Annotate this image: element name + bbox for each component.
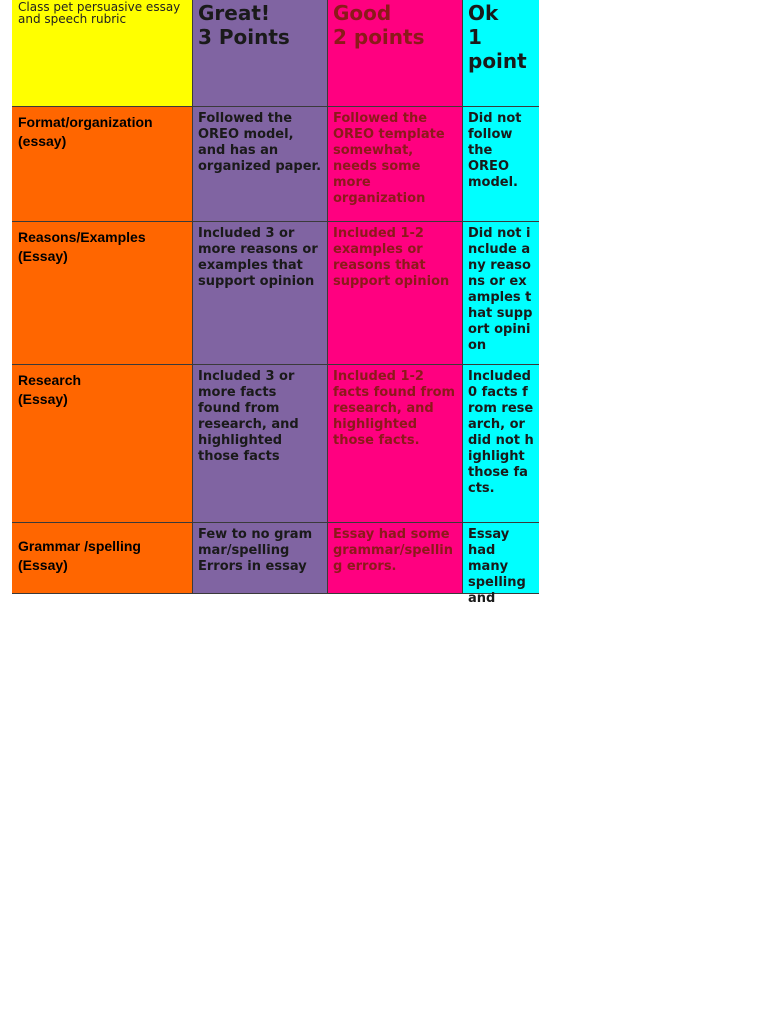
header-great-label: Great! bbox=[198, 1, 271, 25]
criterion-name: Research bbox=[18, 372, 82, 388]
reasons-good-descriptor: Included 1-2 examples or reasons that support opinion bbox=[328, 222, 463, 365]
header-ok-label: Ok bbox=[468, 1, 499, 25]
header-great-points: 3 Points bbox=[198, 25, 290, 49]
format-great-descriptor: Followed the OREO model, and has an organized paper. bbox=[193, 107, 328, 222]
format-good-descriptor: Followed the OREO template somewhat, needs some more organization bbox=[328, 107, 463, 222]
criterion-scope: (Essay) bbox=[18, 391, 68, 407]
criterion-name: Reasons/Examples bbox=[18, 229, 146, 245]
header-good bbox=[328, 0, 463, 107]
grammar-great-descriptor bbox=[193, 523, 328, 594]
reasons-great-descriptor: Included 3 or more reasons or examples that support opinion bbox=[193, 222, 328, 365]
header-good-label: Good bbox=[333, 1, 392, 25]
rubric-title: Class pet persuasive essay and speech rubric bbox=[12, 0, 193, 107]
criterion-scope: (essay) bbox=[18, 133, 67, 149]
research-ok-descriptor: Included 0 facts from research, or did not highlight those facts. bbox=[463, 365, 539, 523]
grammar-ok-descriptor: Essay had many spelling and bbox=[463, 523, 539, 594]
header-ok-unit: point bbox=[468, 49, 527, 73]
criterion-name: Format/organization bbox=[18, 114, 153, 130]
header-great bbox=[193, 0, 328, 107]
grammar-great-line2: Errors in essay bbox=[198, 559, 307, 574]
research-great-descriptor: Included 3 or more facts found from research, and highlighted those facts bbox=[193, 365, 328, 523]
header-ok bbox=[463, 0, 539, 107]
criterion-format bbox=[12, 107, 193, 222]
criterion-reasons bbox=[12, 222, 193, 365]
criterion-grammar bbox=[12, 523, 193, 594]
header-good-points: 2 points bbox=[333, 25, 425, 49]
criterion-scope: (Essay) bbox=[18, 248, 68, 264]
research-good-descriptor: Included 1-2 facts found from research, and highlighted those facts. bbox=[328, 365, 463, 523]
reasons-ok-descriptor: Did not include any reasons or examples that support opinion bbox=[463, 222, 539, 365]
grammar-good-descriptor: Essay had some grammar/spelling errors. bbox=[328, 523, 463, 594]
criterion-research bbox=[12, 365, 193, 523]
format-ok-descriptor: Did not follow the OREO model. bbox=[463, 107, 539, 222]
rubric-table bbox=[12, 0, 539, 606]
grammar-great-line1: Few to no grammar/spelling bbox=[198, 527, 313, 558]
header-ok-points: 1 bbox=[468, 25, 482, 49]
criterion-name: Grammar /spelling bbox=[18, 538, 141, 554]
criterion-scope: (Essay) bbox=[18, 557, 68, 573]
